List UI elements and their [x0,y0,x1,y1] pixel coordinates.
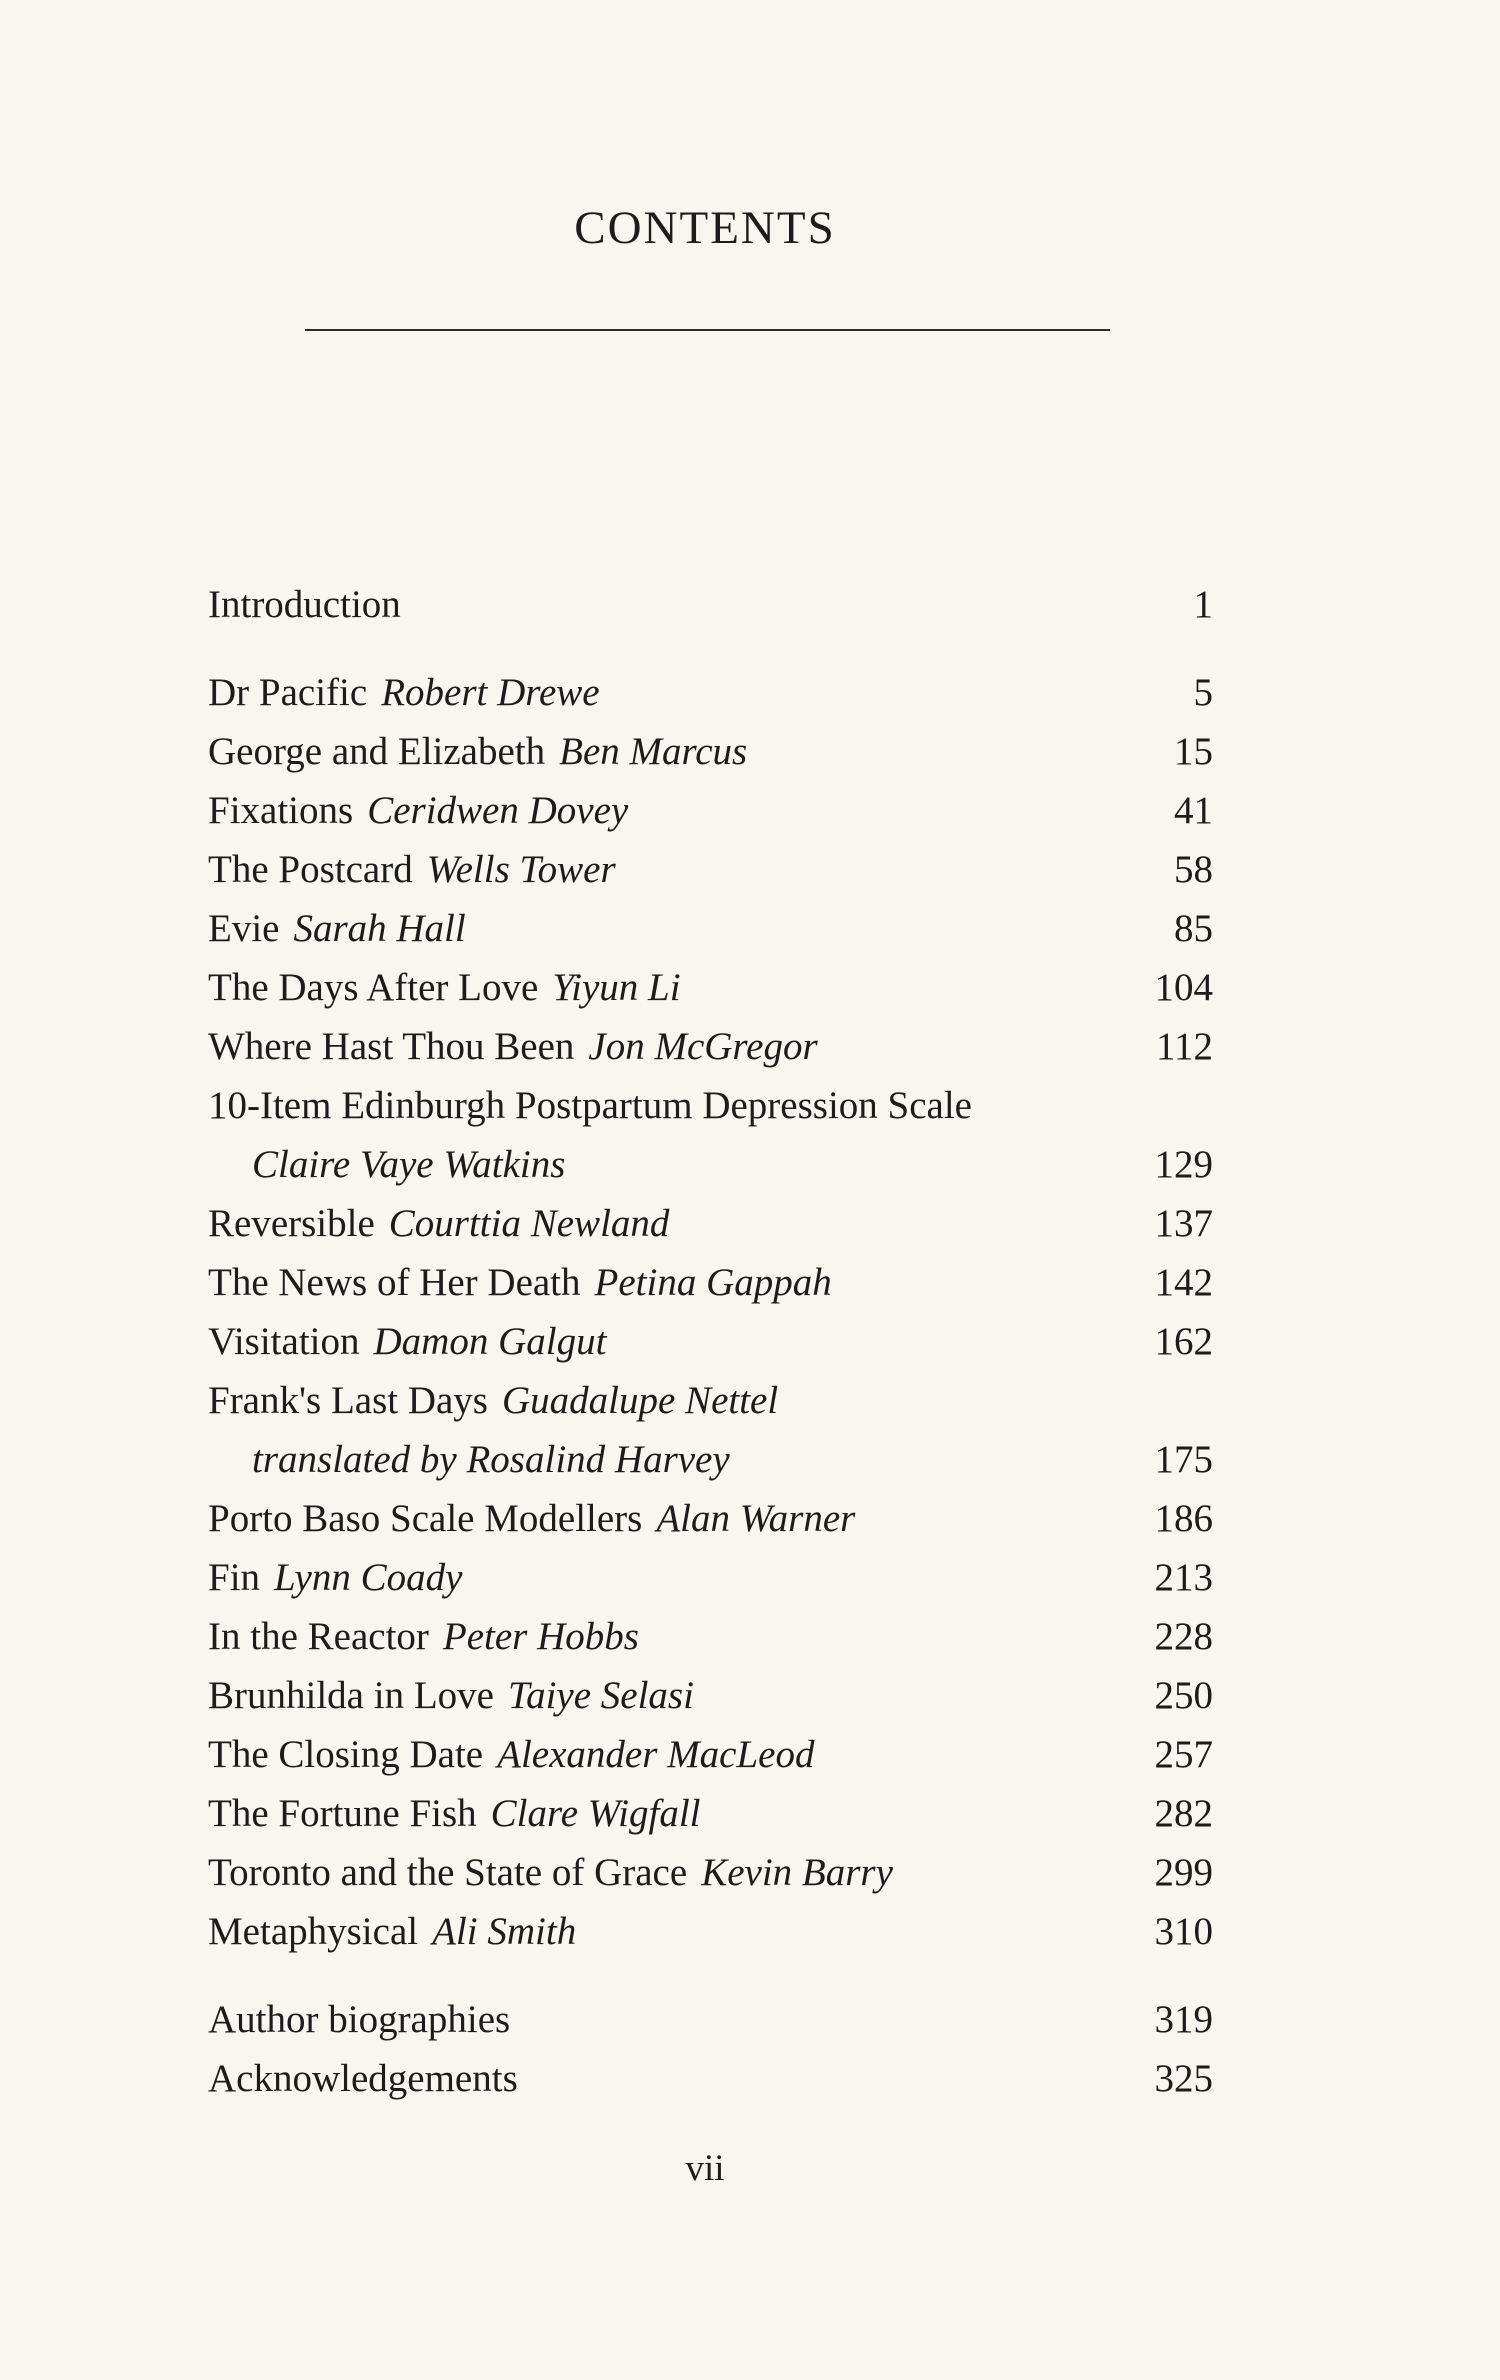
toc-entry-author-biographies[interactable] [208,1990,1213,2049]
entry-page-number: 15 [1174,730,1213,773]
entry-title: Toronto and the State of Grace [208,1851,688,1894]
entry-title: The Postcard [208,848,413,891]
entry-author: Damon Galgut [373,1320,607,1363]
toc-entry[interactable] [208,1843,1213,1902]
toc-entry-acknowledgements[interactable] [208,2049,1213,2108]
entry-page-number: 5 [1193,671,1213,714]
entry-author: Lynn Coady [274,1556,463,1599]
entry-author: Peter Hobbs [442,1615,639,1658]
entry-author: Alexander MacLeod [497,1733,815,1776]
entry-title: Introduction [208,583,401,626]
entry-author: Sarah Hall [293,907,466,950]
entry-title: Fixations [208,789,354,832]
entry-page-number: 213 [1154,1556,1213,1599]
entry-page-number: 41 [1174,789,1213,832]
entry-page-number: 142 [1154,1261,1213,1304]
entry-title: Frank's Last Days [208,1379,488,1422]
entry-page-number: 58 [1174,848,1213,891]
toc-entry[interactable] [208,899,1213,958]
entry-title: The Closing Date [208,1733,484,1776]
entry-title: Porto Baso Scale Modellers [208,1497,643,1540]
toc-entry[interactable] [208,1902,1213,1961]
entry-author: Ali Smith [432,1910,577,1953]
entry-page-number: 129 [1154,1143,1213,1186]
entry-author: Ceridwen Dovey [367,789,629,832]
entry-title: The Fortune Fish [208,1792,477,1835]
toc-entry[interactable] [208,1371,1213,1430]
entry-author: Courttia Newland [388,1202,670,1245]
entry-author: Petina Gappah [594,1261,832,1304]
entry-page-number: 104 [1154,966,1213,1009]
toc-entry-continuation[interactable] [208,1430,1213,1489]
entry-author: Robert Drewe [381,671,600,714]
entry-title: Evie [208,907,280,950]
toc-entry[interactable] [208,1253,1213,1312]
page-folio: vii [685,2148,725,2189]
entry-author: Wells Tower [426,848,616,891]
entry-author: Taiye Selasi [507,1674,694,1717]
toc-entry[interactable] [208,1489,1213,1548]
toc-entry[interactable] [208,1194,1213,1253]
entry-title: Acknowledgements [208,2057,518,2100]
entry-translator: translated by Rosalind Harvey [252,1438,730,1481]
entry-page-number: 137 [1154,1202,1213,1245]
entry-author: Claire Vaye Watkins [252,1143,566,1186]
toc-entry[interactable] [208,1784,1213,1843]
entry-title: Metaphysical [208,1910,419,1953]
toc-entry[interactable] [208,781,1213,840]
entry-page-number: 85 [1174,907,1213,950]
entry-title: The News of Her Death [208,1261,581,1304]
entry-author: Clare Wigfall [490,1792,701,1835]
toc-entry[interactable] [208,958,1213,1017]
toc-entry[interactable] [208,1076,1213,1135]
toc-entry[interactable] [208,1017,1213,1076]
page-title: CONTENTS [574,202,836,254]
entry-author: Kevin Barry [701,1851,893,1894]
entry-page-number: 175 [1154,1438,1213,1481]
entry-title: Fin [208,1556,261,1599]
toc-entry[interactable] [208,663,1213,722]
entry-author: Yiyun Li [552,966,681,1009]
entry-page-number: 319 [1154,1998,1213,2041]
entry-author: Jon McGregor [588,1025,818,1068]
entry-page-number: 186 [1154,1497,1213,1540]
entry-author: Alan Warner [656,1497,856,1540]
entry-page-number: 282 [1154,1792,1213,1835]
toc-entry[interactable] [208,722,1213,781]
entry-title: Reversible [208,1202,375,1245]
entry-title: In the Reactor [208,1615,429,1658]
entry-page-number: 228 [1154,1615,1213,1658]
table-of-contents [208,575,1213,2108]
toc-entry[interactable] [208,1666,1213,1725]
entry-page-number: 257 [1154,1733,1213,1776]
entry-author: Ben Marcus [559,730,748,773]
entry-title: Visitation [208,1320,360,1363]
title-divider [305,329,1110,331]
entry-title: Author biographies [208,1998,511,2041]
toc-entry-introduction[interactable] [208,575,1213,634]
entry-page-number: 299 [1154,1851,1213,1894]
entry-page-number: 112 [1155,1025,1213,1068]
toc-entry[interactable] [208,1607,1213,1666]
toc-entry[interactable] [208,1548,1213,1607]
toc-entry[interactable] [208,1312,1213,1371]
entry-page-number: 162 [1154,1320,1213,1363]
entry-page-number: 1 [1193,583,1213,626]
entry-author: Guadalupe Nettel [502,1379,779,1422]
entry-title: Brunhilda in Love [208,1674,494,1717]
toc-entry[interactable] [208,1725,1213,1784]
entry-page-number: 250 [1154,1674,1213,1717]
entry-title: The Days After Love [208,966,539,1009]
toc-entry[interactable] [208,840,1213,899]
entry-title: Dr Pacific [208,671,368,714]
toc-entry-continuation[interactable] [208,1135,1213,1194]
entry-page-number: 310 [1154,1910,1213,1953]
entry-title: 10-Item Edinburgh Postpartum Depression Scale [208,1084,972,1127]
entry-page-number: 325 [1154,2057,1213,2100]
entry-title: George and Elizabeth [208,730,546,773]
entry-title: Where Hast Thou Been [208,1025,575,1068]
